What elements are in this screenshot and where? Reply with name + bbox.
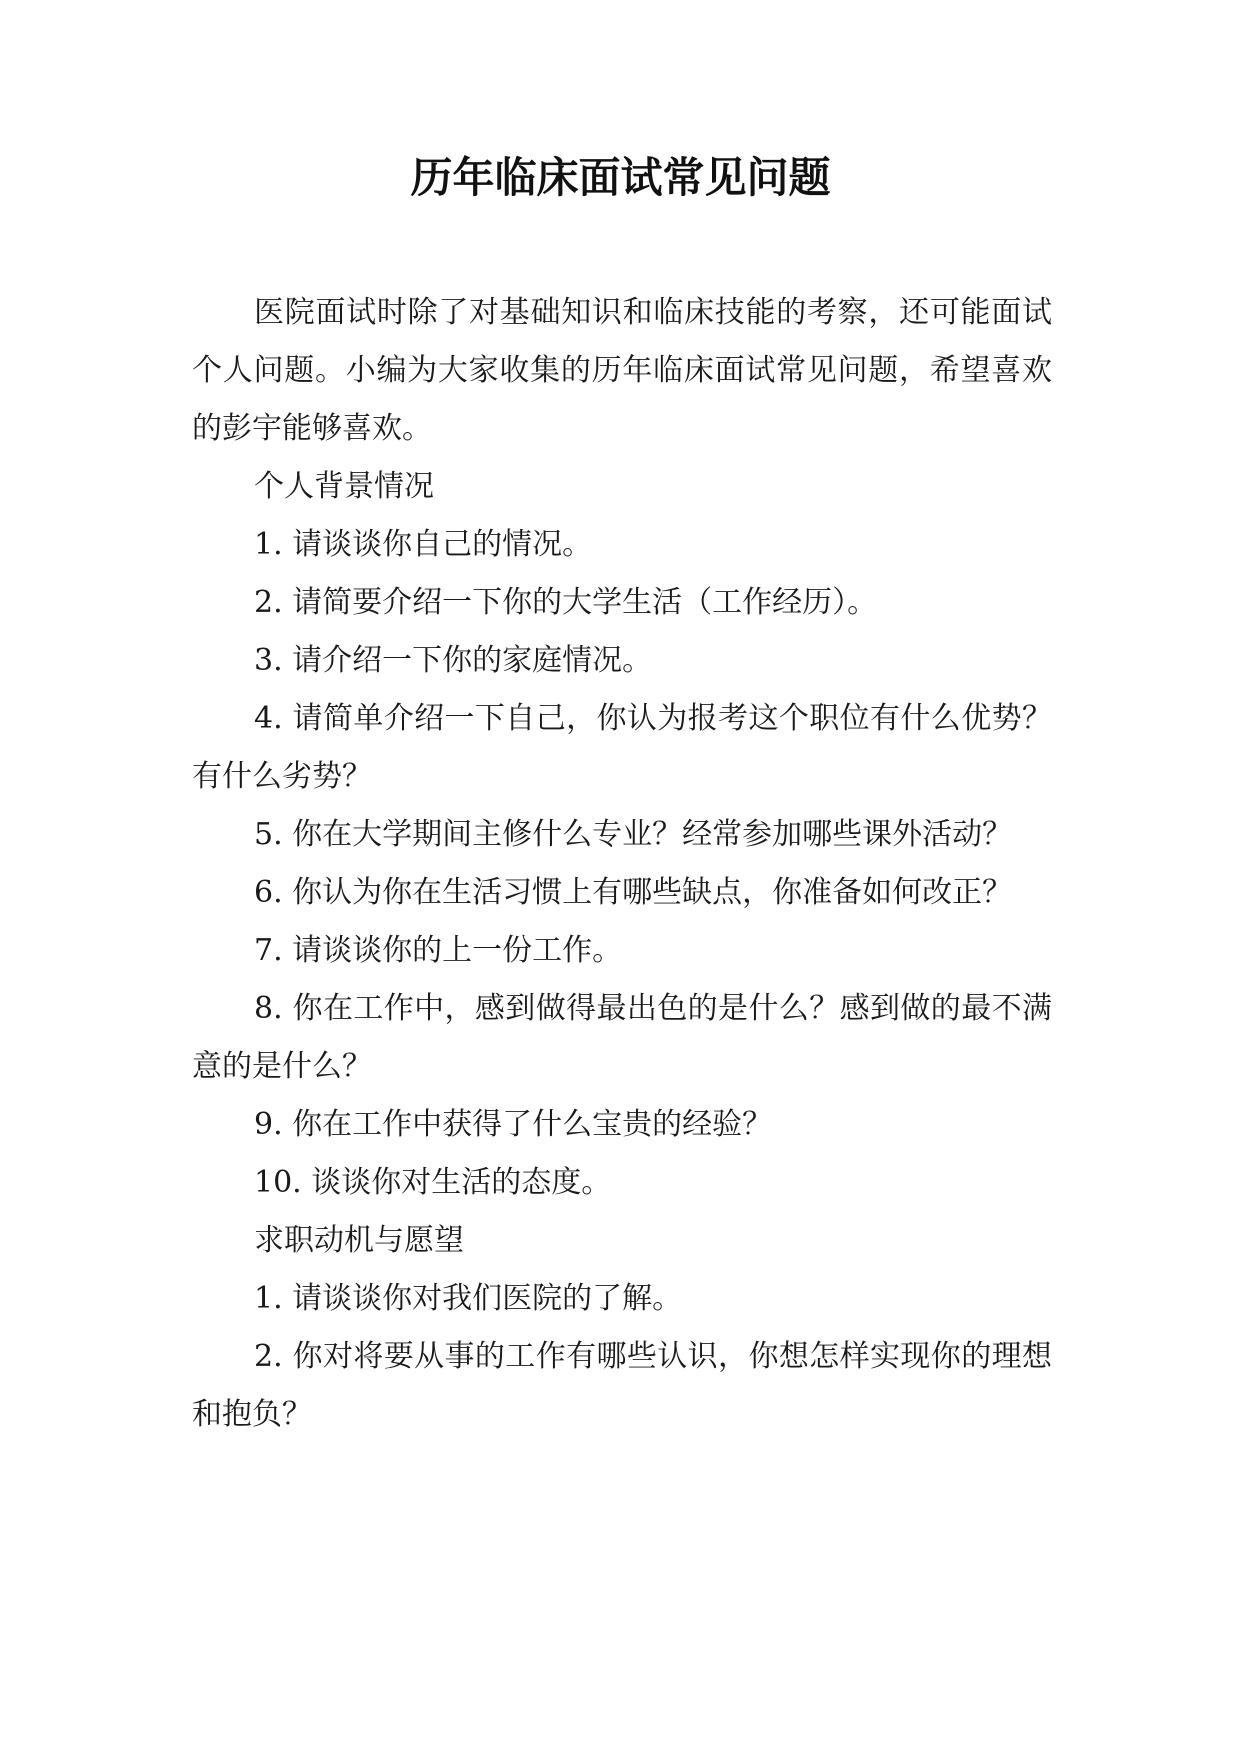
question-item: 7. 请谈谈你的上一份工作。 [254, 933, 623, 968]
question-item: 5. 你在大学期间主修什么专业？经常参加哪些课外活动？ [254, 817, 1013, 852]
question-item: 3. 请介绍一下你的家庭情况。 [254, 643, 653, 678]
question-item: 1. 请谈谈你对我们医院的了解。 [254, 1281, 683, 1316]
question-item: 9. 你在工作中获得了什么宝贵的经验？ [254, 1107, 773, 1142]
question-item: 1. 请谈谈你自己的情况。 [254, 527, 593, 562]
question-item: 2. 请简要介绍一下你的大学生活（工作经历）。 [254, 585, 878, 620]
section-heading-motivation: 求职动机与愿望 [254, 1223, 464, 1258]
question-item: 6. 你认为你在生活习惯上有哪些缺点，你准备如何改正？ [254, 875, 1013, 910]
document-title: 历年临床面试常见问题 [410, 153, 831, 202]
question-item: 10. 谈谈你对生活的态度。 [254, 1165, 612, 1200]
question-item: 8. 你在工作中，感到做得最出色的是什么？感到做的最不满意的是什么？ [192, 991, 1052, 1084]
document-body [192, 284, 1052, 1444]
intro-paragraph: 医院面试时除了对基础知识和临床技能的考察，还可能面试个人问题。小编为大家收集的历年临床面试常见问题，希望喜欢的彭宇能够喜欢。 [192, 295, 1052, 446]
question-item: 2. 你对将要从事的工作有哪些认识，你想怎样实现你的理想和抱负？ [192, 1339, 1052, 1432]
section-heading-personal-background: 个人背景情况 [254, 469, 434, 504]
question-item: 4. 请简单介绍一下自己，你认为报考这个职位有什么优势？有什么劣势？ [192, 701, 1052, 794]
